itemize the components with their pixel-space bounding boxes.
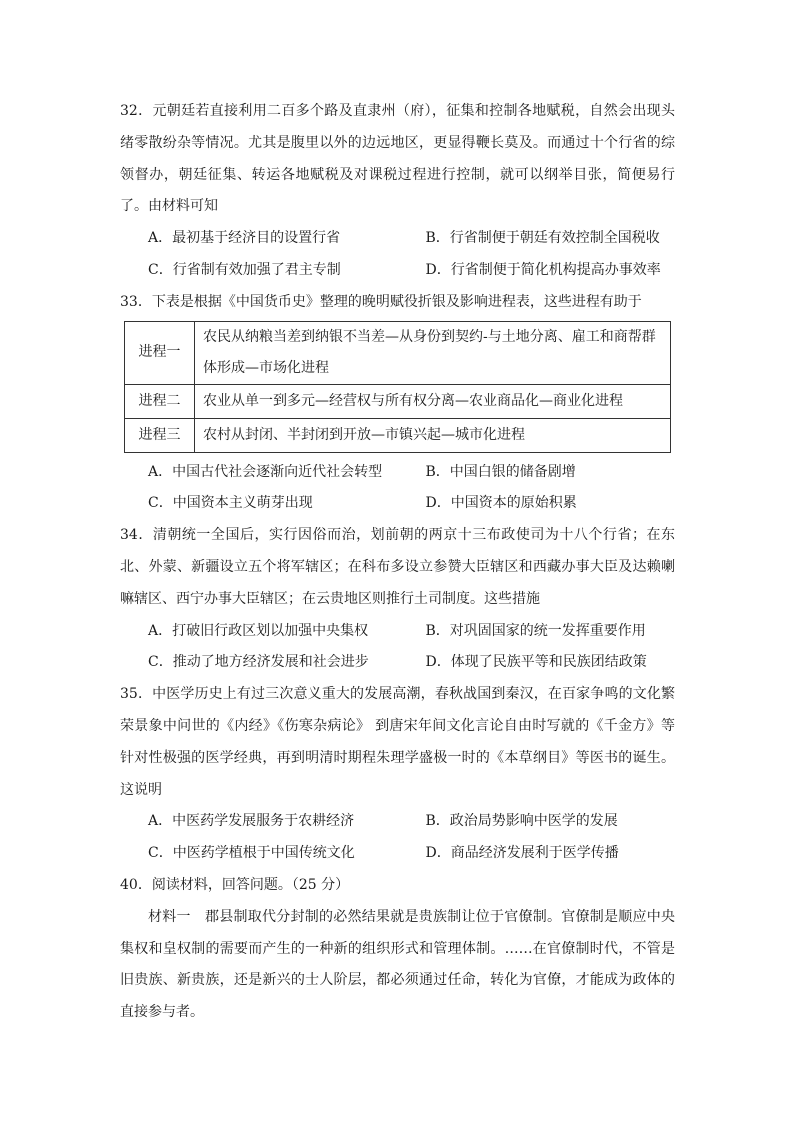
table-row — [125, 384, 671, 418]
question-33-table — [124, 321, 671, 453]
question-33-options — [120, 457, 675, 521]
question-35-option-d: D．商品经济发展利于医学传播 — [425, 845, 619, 862]
question-33-option-c: C．中国资本主义萌芽出现 — [148, 495, 313, 512]
question-34-option-c: C．推动了地方经济发展和社会进步 — [148, 654, 369, 671]
table-row-label: 进程二 — [125, 384, 195, 418]
table-row-description: 农业从单一到多元—经营权与所有权分离—农业商品化—商业化进程 — [195, 384, 671, 418]
table-row-description: 农村从封闭、半封闭到开放—市镇兴起—城市化进程 — [195, 418, 671, 452]
question-33-option-d: D．中国资本的原始积累 — [425, 495, 577, 512]
table-row-label: 进程一 — [125, 321, 195, 384]
question-32-option-b: B．行省制便于朝廷有效控制全国税收 — [425, 230, 660, 247]
table-row-description: 农民从纳粮当差到纳银不当差—从身份到契约-与土地分离、雇工和商帮群体形成—市场化进程 — [195, 321, 671, 384]
table-row — [125, 321, 671, 384]
question-35-option-c: C．中医药学植根于中国传统文化 — [148, 845, 355, 862]
question-40-material-1: 材料一 郡县制取代分封制的必然结果就是贵族制让位于官僚制。官僚制是顺应中央集权和皇权制的需要而产生的一种新的组织形式和管理体制。……在官僚制时代，不管是旧贵族、新贵族，还是新兴的士人阶层，都必须通过任命，转化为官僚，才能成为政体的直接参与者。 — [120, 908, 675, 1021]
question-34-option-b: B．对巩固国家的统一发挥重要作用 — [425, 622, 646, 639]
question-32-option-c: C．行省制有效加强了君主专制 — [148, 261, 341, 278]
question-32-option-d: D．行省制便于简化机构提高办事效率 — [425, 261, 661, 278]
question-32-options — [120, 223, 675, 287]
question-35-options — [120, 806, 675, 870]
table-row — [125, 418, 671, 452]
question-33-option-a: A．中国古代社会逐渐向近代社会转型 — [148, 463, 383, 480]
question-32-stem: 32．元朝廷若直接利用二百多个路及直隶州（府），征集和控制各地赋税，自然会出现头绪零散纷杂等情况。尤其是腹里以外的边远地区，更显得鞭长莫及。而通过十个行省的综领督办，朝廷征集、转运各地赋税及对课税过程进行控制，就可以纲举目张，简便易行了。由材料可知 — [120, 103, 675, 215]
question-34-stem: 34．清朝统一全国后，实行因俗而治，划前朝的两京十三布政使司为十八个行省；在东北、外蒙、新疆设立五个将军辖区；在科布多设立参赞大臣辖区和西藏办事大臣及达赖喇嘛辖区、西宁办事大臣辖区；在云贵地区则推行土司制度。这些措施 — [120, 527, 675, 607]
exam-content — [120, 96, 675, 1029]
question-35-option-a: A．中医药学发展服务于农耕经济 — [148, 813, 355, 830]
question-40-stem: 40．阅读材料，回答问题。（25 分） — [120, 876, 350, 893]
question-34-option-a: A．打破旧行政区划以加强中央集权 — [148, 622, 369, 639]
table-row-label: 进程三 — [125, 418, 195, 452]
question-35-stem: 35．中医学历史上有过三次意义重大的发展高潮，春秋战国到秦汉，在百家争鸣的文化繁荣景象中问世的《内经》《伤寒杂病论》 到唐宋年间文化言论自由时写就的《千金方》等针对性极强的医学经典，再到明清时期程朱理学盛极一时的《本草纲目》等医书的诞生。这说明 — [120, 686, 675, 798]
question-33-stem: 33．下表是根据《中国货币史》整理的晚明赋役折银及影响进程表，这些进程有助于 — [120, 293, 642, 310]
question-34-option-d: D．体现了民族平等和民族团结政策 — [425, 654, 647, 671]
question-35-option-b: B．政治局势影响中医学的发展 — [425, 813, 618, 830]
question-32-option-a: A．最初基于经济目的设置行省 — [148, 230, 341, 247]
question-33-option-b: B．中国白银的储备剧增 — [425, 463, 576, 480]
question-34-options — [120, 616, 675, 680]
